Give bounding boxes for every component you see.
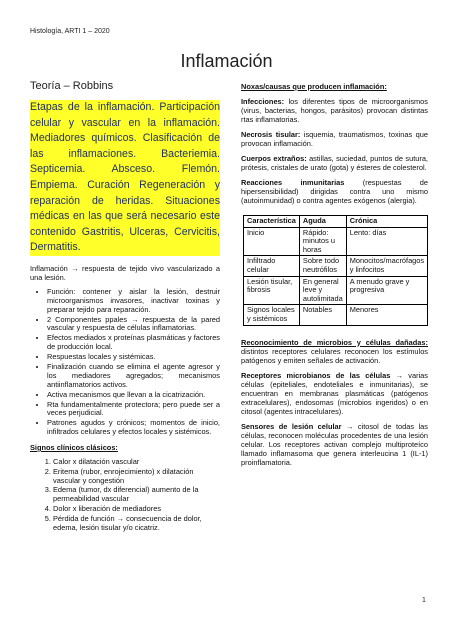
list-item: • Efectos mediados x proteínas plasmáticas y factores de producción local. (47, 334, 220, 352)
table-cell: Lesión tisular, fibrosis (244, 276, 300, 305)
document-header: Histología, ARTI 1 – 2020 (30, 28, 110, 35)
recognition-heading: Reconocimiento de microbios y células dañadas: (241, 337, 428, 347)
table-cell: En general leve y autolimitada (299, 276, 346, 305)
table-cell: Lento: días (346, 227, 427, 256)
table-cell: Inicio (244, 227, 300, 256)
noxa-paragraph (241, 97, 428, 124)
table-cell: Infiltrado celular (244, 256, 300, 276)
noxa-paragraph (241, 130, 428, 148)
page-number: 1 (422, 597, 426, 604)
noxa-term: Infecciones: (241, 97, 285, 106)
list-item: • 2 Componentes ppales → respuesta de la pared vascular y respuesta de células inflamatorias. (47, 316, 220, 334)
noxa-text: astillas, suciedad, puntos de sutura, prótesis, cristales de urato (gota) y ésteres de colesterol. (241, 154, 428, 172)
intro-text: Inflamación → respuesta de tejido vivo vascularizado a una lesión. (30, 263, 220, 282)
bullet-list (30, 288, 220, 437)
list-item: 2. Eritema (rubor, enrojecimiento) x dilatación vascular y congestión (53, 468, 220, 486)
noxa-paragraph (241, 154, 428, 172)
table-row (244, 256, 428, 276)
sensors-heading: Sensores de lesión celular → (241, 421, 354, 431)
subtitle: Teoría – Robbins (30, 80, 114, 92)
noxas-heading: Noxas/causas que producen inflamación: (241, 82, 387, 91)
list-item: • Respuestas locales y sistémicas. (47, 353, 220, 362)
list-item: • Activa mecanismos que llevan a la cicatrización. (47, 391, 220, 400)
table-header-row (244, 216, 428, 228)
list-item: 1. Calor x dilatación vascular (53, 458, 220, 467)
list-item: • Finalización cuando se elimina el agente agresor y los mediadores agregados; mecanismos antiinflamatorios activos. (47, 363, 220, 389)
list-item: 5. Pérdida de función → consecuencia de dolor, edema, lesión tisular y/o cicatriz. (53, 515, 220, 533)
table-cell: Signos locales y sistémicos (244, 305, 300, 325)
signs-heading: Signos clínicos clásicos: (30, 443, 118, 452)
noxa-term: Necrosis tisular: (241, 130, 301, 139)
signs-list (30, 458, 220, 532)
table-cell: A menudo grave y progresiva (346, 276, 427, 305)
table-cell: Sobre todo neutrófilos (299, 256, 346, 276)
table-row (244, 227, 428, 256)
highlighted-topics: Etapas de la inflamación. Participación celular y vascular en la inflamación. Mediadores químicos. Clasificación de las inflamaciones. Bacteriemia. Septicemia. Absceso. Flemón. Empiema. Curación Regeneración y reparación de heridas. Situaciones médicas en las que será necesario este contenido Gastritis, Ulceras, Cervicitis, Dermatitis. (30, 100, 220, 256)
microbial-receptors-text: varias células (epiteliales, endoteliales e inmunitarias), se encuentran en membranas plasmáticas (patógenos extracelulares), endosomas (microbios ingeridos) o en citosol (agentes intracelulares). (241, 370, 428, 416)
list-item: • Rta fundamentalmente protectora; pero puede ser a veces perjudicial. (47, 401, 220, 419)
noxa-text: isquemia, traumatismos, toxinas que provocan inflamación. (241, 130, 429, 148)
noxa-paragraph (241, 178, 428, 205)
noxa-text: los diferentes tipos de microorganismos (virus, bacterias, hongos, parásitos) provocan distintas rtas inflamatorias. (241, 97, 428, 124)
list-item: • Patrones agudos y crónicos; momentos de inicio, infiltrados celulares y efectos locales y sistémicos. (47, 419, 220, 437)
table-cell: Monocitos/macrófagos y linfocitos (346, 256, 427, 276)
sensors-paragraph (241, 422, 428, 467)
table-header: Crónica (346, 216, 427, 228)
noxa-text: (respuestas de hipersensibilidad) dirigidas contra uno mismo (autoinmunidad) o contra agentes exógenos (alergia). (241, 178, 428, 205)
table-cell: Menores (346, 305, 427, 325)
comparison-table (243, 215, 428, 326)
recognition-text: distintos receptores celulares reconocen los estímulos patógenos y emiten señales de activación. (241, 346, 428, 365)
left-column (30, 78, 220, 533)
noxa-term: Reacciones inmunitarias (241, 178, 345, 187)
table-cell: Notables (299, 305, 346, 325)
right-column (241, 80, 428, 473)
table-header: Aguda (299, 216, 346, 228)
table-cell: Rápido: minutos u horas (299, 227, 346, 256)
list-item: 3. Edema (tumor, dx diferencial) aumento de la permeabilidad vascular (53, 486, 220, 504)
list-item: • Función: contener y aislar la lesión, destruir microorganismos invasores, inactivar toxinas y preparar tejido para reparación. (47, 288, 220, 314)
table-header: Característica (244, 216, 300, 228)
noxa-term: Cuerpos extraños: (241, 154, 307, 163)
microbial-receptors-heading: Receptores microbianos de las células → (241, 370, 403, 380)
recognition-paragraph (241, 338, 428, 365)
microbial-receptors-paragraph (241, 371, 428, 416)
table-row (244, 305, 428, 325)
page-title: Inflamación (180, 51, 273, 71)
table-row (244, 276, 428, 305)
list-item: 4. Dolor x liberación de mediadores (53, 505, 220, 514)
sensors-text: citosol de todas las células, reconocen moléculas procedentes de una lesión celular. Los receptores activan complejo multiproteíco llamado inflamasoma que genera interleucina 1 (IL-1) proinflamatoria. (241, 421, 428, 467)
